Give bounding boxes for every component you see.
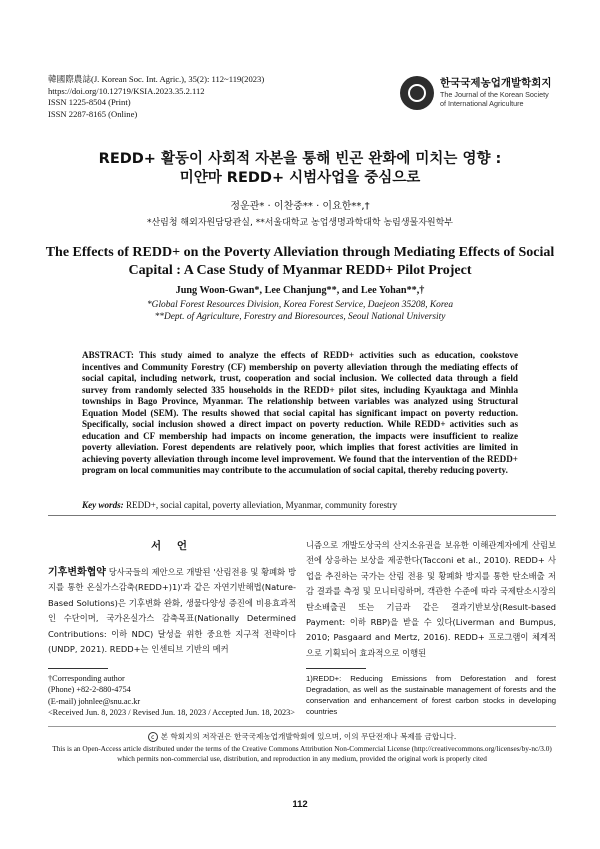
page-number: 112 — [292, 799, 308, 810]
keywords-label: Key words: — [82, 500, 124, 510]
redd-footnote: 1)REDD+: Reducing Emissions from Deforestation and forest Degradation, as well as the sustainable management of forests and the conservation and enhancement of forest carbon stocks in developing countries — [306, 668, 556, 717]
body-left-column — [48, 538, 296, 657]
body-paragraph-left: 기후변화협약 당사국들의 제안으로 개발된 '산림전용 및 황폐화 방지를 통한 온실가스감축(REDD+)1)'과 같은 자연기반해법(Nature-Based Solutions)은 기후변화 완화, 생물다양성 증진에 비용효과적인 수단이며, 국가온실가스 감축목표(Nationally Determined Contributions: 이하 NDC) 달성을 위한 중요한 지구적 전략이다(UNDP, 2021). REDD+는 인센티브 기반의 메커 — [48, 567, 296, 655]
doi-link[interactable]: https://doi.org/10.12719/KSIA.2023.35.2.112 — [48, 85, 205, 96]
korean-authors: 정운관* · 이찬중** · 이요한**,† — [230, 201, 370, 212]
body-paragraph-right: 니즘으로 개발도상국의 산지소유권을 보유한 이해관계자에게 산림보전에 상응하는 보상을 제공한다(Tacconi et al., 2010). REDD+ 사업을 추진하는 국가는 산림 전용 및 황폐화 방지를 통한 탄소배출 저감 결과를 측정 및 모니터링하며, 객관한 수준에 따라 국제탄소시장의 탄소배출권 또는 기금과 같은 결과기반보상(Result-based Payment: 이하 RBP)을 받을 수 있다(Liverman and Bumpus, 2010; Pasgaard and Mertz, 2016). REDD+ 프로그램이 체계적으로 기획되어 효과적으로 이행된 — [306, 540, 556, 658]
copyright-icon: c — [148, 732, 158, 742]
keywords — [82, 500, 518, 510]
body-right-column — [306, 538, 556, 661]
footnote-rule — [48, 668, 108, 669]
society-name-english: The Journal of the Korean Society of International Agriculture — [440, 90, 549, 108]
english-authors: Jung Woon-Gwan*, Lee Chanjung**, and Lee Yohan**,† — [175, 285, 425, 296]
english-affiliation: *Global Forest Resources Division, Korea Forest Service, Daejeon 35208, Korea **Dept. of Agriculture, Forestry and Bioresources, Seoul National University — [146, 300, 454, 322]
korean-title: REDD+ 활동이 사회적 자본을 통해 빈곤 완화에 미치는 영향 : 미얀마 REDD+ 시범사업을 중심으로 — [98, 151, 502, 186]
english-title: The Effects of REDD+ on the Poverty Alleviation through Mediating Effects of Social Capital : A Case Study of Myanmar REDD+ Pilot Project — [45, 245, 555, 278]
korean-affiliation: *산림청 해외자원담당관실, **서울대학교 농업생명과학대학 농림생물자원학부 — [146, 218, 453, 228]
abstract-label: ABSTRACT: — [82, 350, 134, 360]
corresponding-author-note: †Corresponding author (Phone) +82-2-880-4754 (E-mail) johnlee@snu.ac.kr <Received Jun. 8, 2023 / Revised Jun. 18, 2023 / Accepted Jun. 18, 2023> — [48, 668, 310, 719]
abstract — [82, 350, 518, 477]
society-logo-block — [400, 74, 560, 116]
issn-online: ISSN 2287-8165 (Online) — [48, 108, 138, 119]
journal-meta — [48, 74, 264, 120]
section-title: 서 언 — [151, 540, 193, 552]
society-name-korean: 한국국제농업개발학회지 — [440, 77, 552, 89]
society-logo-icon — [400, 76, 434, 110]
keywords-text: REDD+, social capital, poverty alleviation, Myanmar, community forestry — [123, 500, 398, 510]
abstract-text: This study aimed to analyze the effects of REDD+ activities such as education, cookstove incentives and Community Forestry (CF) membership on poverty alleviation through the mediating effects of social capital, including network, trust, cooperation and social inclusion. We collected data through a field survey from randomly selected 335 households in the REDD+ pilot sites, including Kyauktaga and Minhla townships in Bago Province, Myanmar. The relationship between variables was analyzed using Structural Equation Model (SEM). The results showed that social capital has significant impact on poverty reduction. Specifically, social inclusion showed a direct impact on poverty reduction. While REDD+ activities such as education and CF membership had impacts on income generation, the impacts were insufficient to realize poverty alleviation. Forest dependents are relatively poor, which implies that forest activities are limited in achieving poverty alleviation through income level improvement. We found that the intervention of the REDD+ program on local communities may contribute to the accumulation of social capital, thereby reducing poverty. — [82, 350, 518, 475]
issn-print: ISSN 1225-8504 (Print) — [48, 97, 131, 107]
lead-word: 기후변화협약 — [48, 567, 106, 578]
footnote-rule — [306, 668, 366, 669]
received-dates: <Received Jun. 8, 2023 / Revised Jun. 18, 2023 / Accepted Jun. 18, 2023> — [48, 708, 295, 718]
copyright-korean: 본 학회지의 저작권은 한국국제농업개발학회에 있으며, 이의 무단전재나 복제를 금합니다. — [160, 732, 457, 741]
license-notice — [48, 726, 556, 763]
journal-citation: 韓國際農誌(J. Korean Soc. Int. Agric.), 35(2): 112~119(2023) — [48, 74, 265, 84]
divider — [48, 515, 556, 516]
license-text: This is an Open-Access article distributed under the terms of the Creative Commons Attribution Non-Commercial License (http://creativecommons.org/licenses/by-nc/3.0) which permits non-commercial use, distribution, and reproduction in any medium, provided the original work is properly cited — [52, 744, 552, 763]
